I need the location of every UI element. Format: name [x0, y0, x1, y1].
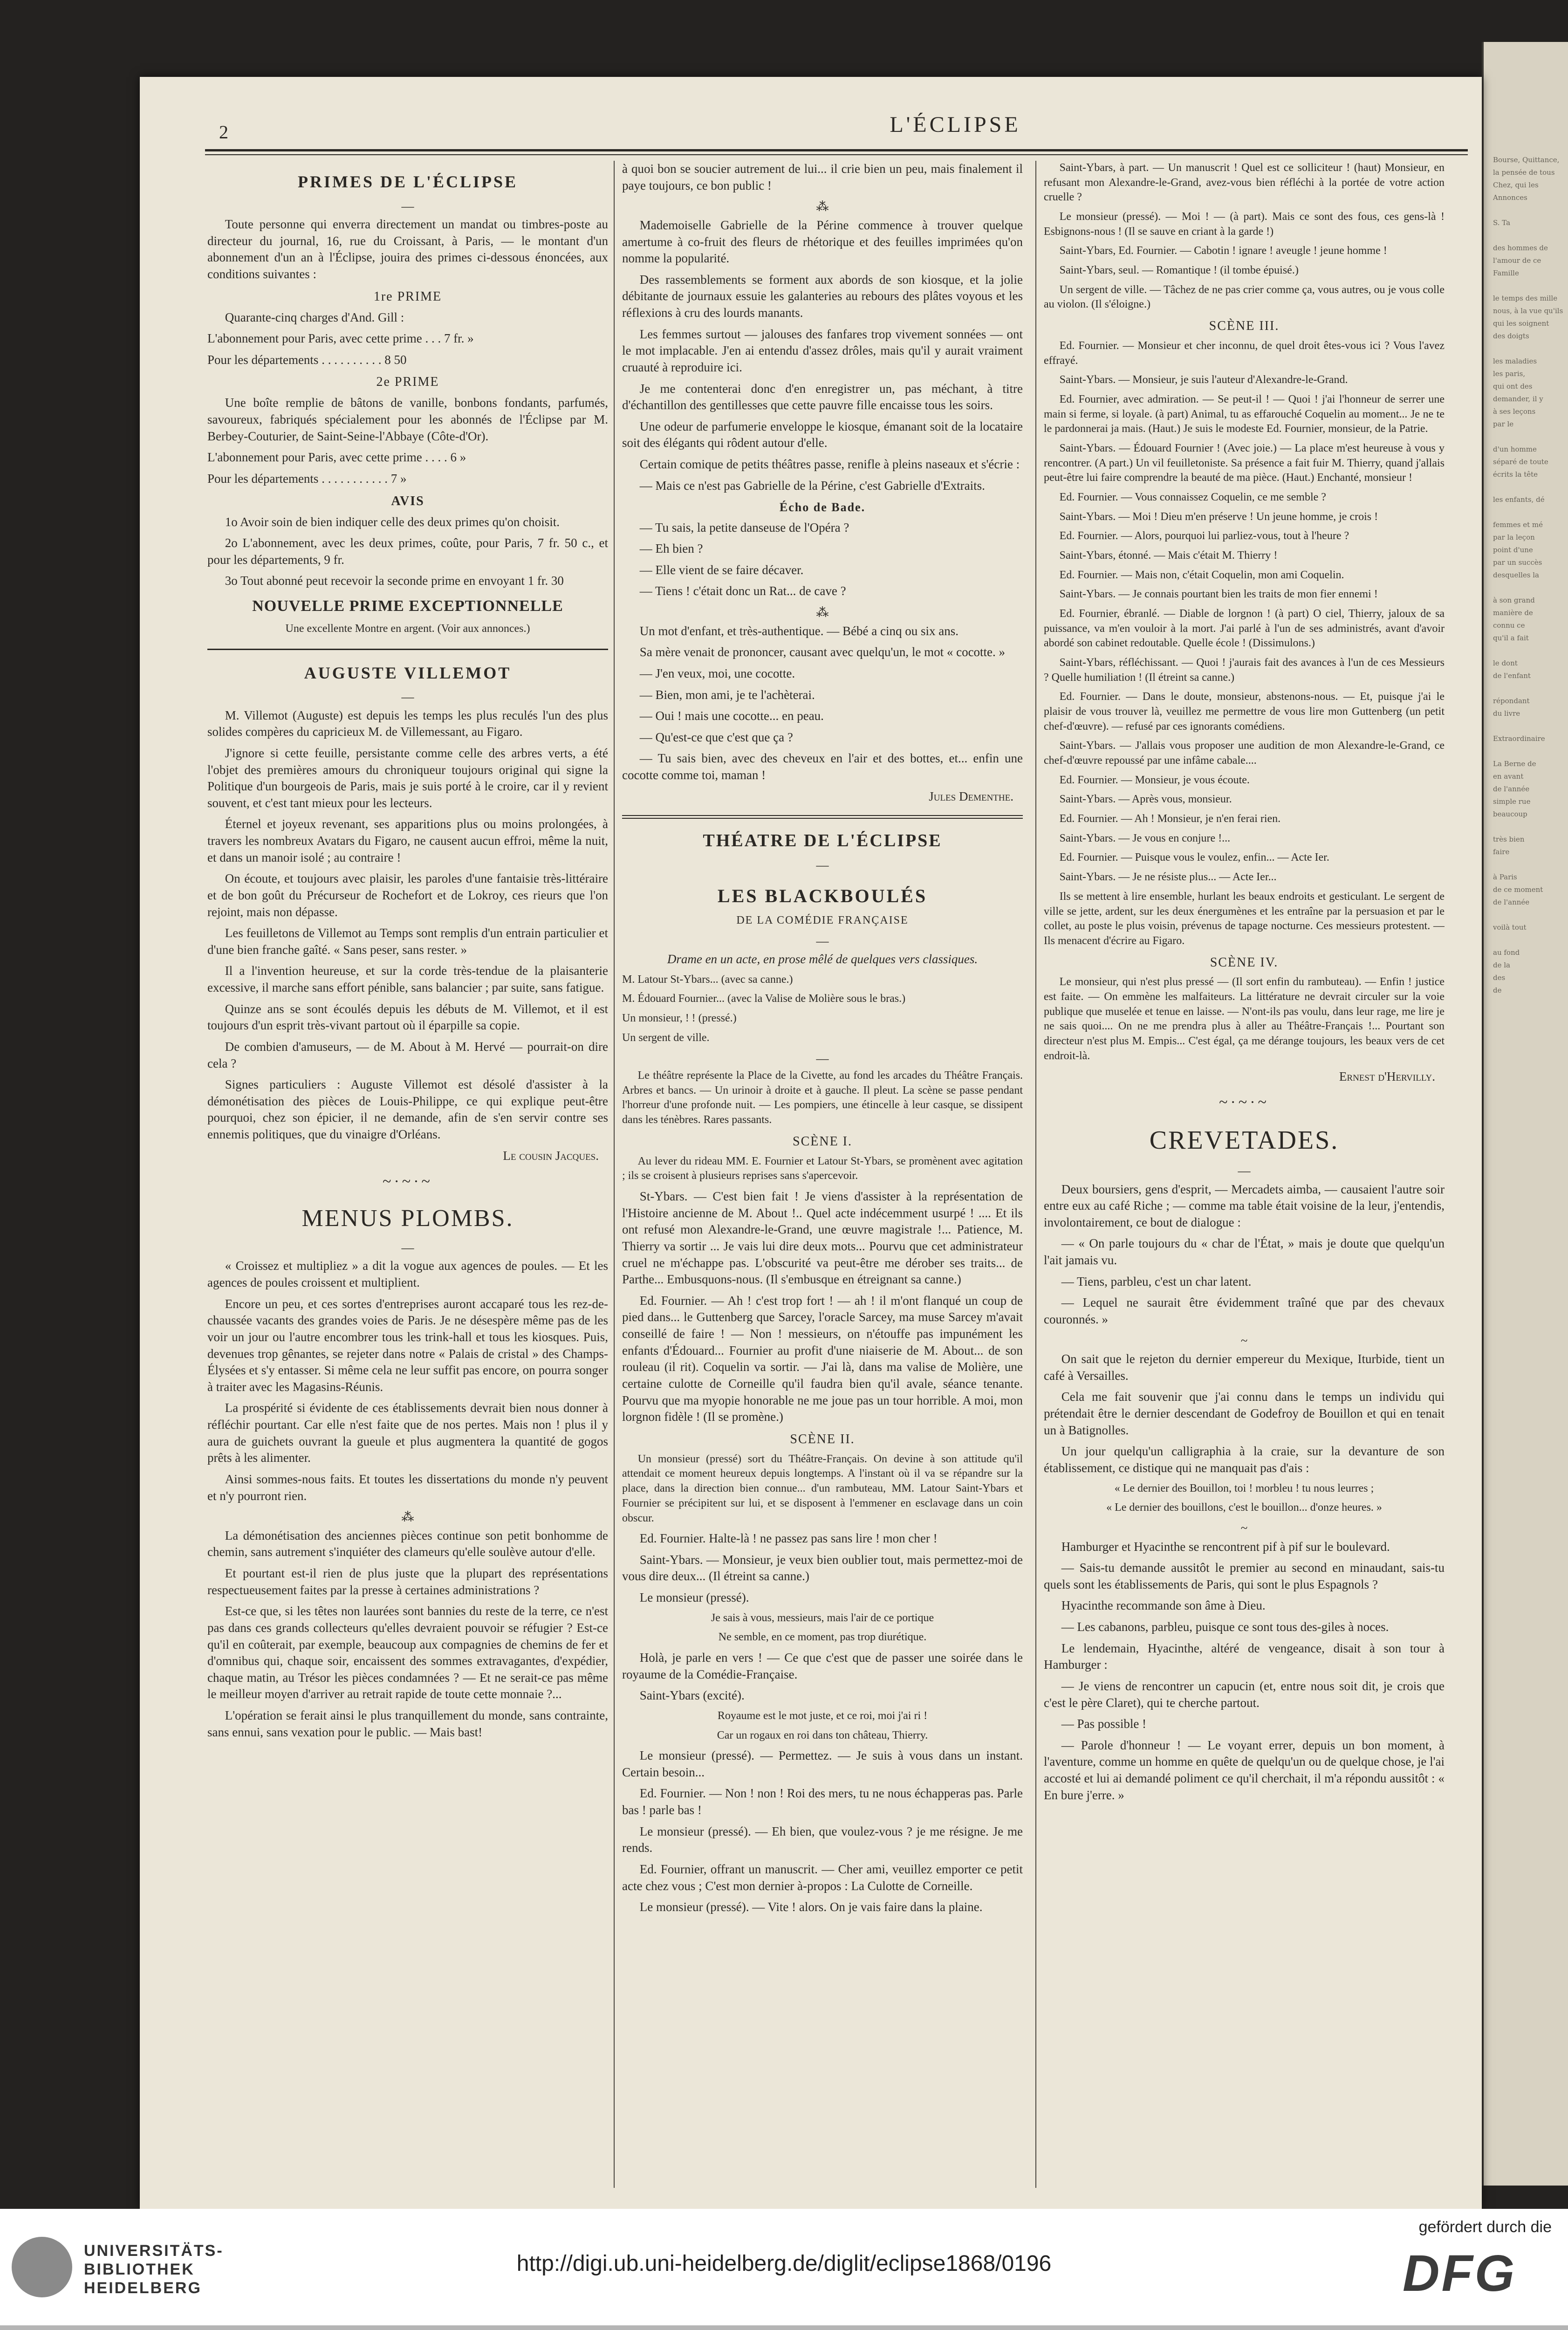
dialogue-line: — Elle vient de se faire décaver.: [639, 562, 804, 577]
dialogue-line: — Qu'est-ce que c'est que ça ?: [639, 730, 793, 744]
villemot-paragraph: Les feuilletons de Villemot au Temps sont remplis d'un entrain particulier et d'une bien franche gaîté. « Sans peser, sans rester. »: [207, 926, 608, 957]
dfg-logo[interactable]: DFG: [1403, 2245, 1517, 2302]
crevetades-paragraph: — Parole d'honneur ! — Le voyant errer, depuis un bon moment, à l'aventure, comme un homme en quête de quelqu'un ou de quelque chose, je l'ai accosté et lui ai demandé poliment ce qu'il cherchait, il m'a répondu aussitôt : « En bure j'erre. »: [1044, 1738, 1445, 1802]
play-text: Saint-Ybars, étonné. — Mais c'était M. Thierry !: [1059, 549, 1278, 562]
play-text: Saint-Ybars. — Après vous, monsieur.: [1059, 793, 1232, 806]
header-rule: [205, 149, 1468, 155]
cast-line: M. Latour St-Ybars... (avec sa canne.): [622, 973, 793, 986]
crevetades-paragraph: — Tiens, parbleu, c'est un char latent.: [1061, 1274, 1252, 1288]
verse-line: Ne semble, en ce moment, pas trop diurétique.: [718, 1631, 927, 1644]
viewer-footer: [0, 2209, 1568, 2330]
scene-heading: SCÈNE III.: [1209, 319, 1280, 334]
play-text: Ed. Fournier. — Vous connaissez Coquelin, ce me semble ?: [1059, 491, 1326, 504]
crevetades-paragraph: — Sais-tu demande aussitôt le premier au second en minaudant, sais-tu quels sont les établissements de Paris, qui sont le plus Espagnols ?: [1044, 1561, 1445, 1591]
villemot-paragraph: Signes particuliers : Auguste Villemot est désolé d'assister à la démonétisation des pièces de Louis-Philippe, ce qui explique peut-être pourquoi, chez son épicier, il ne demande, afin de s'en servir contre ses ennemis politiques, que du vinaigre d'Orléans.: [207, 1077, 608, 1142]
dialogue-line: — Tu sais bien, avec des cheveux en l'air et des bottes, et... enfin une cocotte comme toi, maman !: [622, 751, 1023, 782]
play-text: Holà, je parle en vers ! — Ce que c'est que de passer une soirée dans le royaume de la Comédie-Française.: [622, 1651, 1023, 1681]
text-paragraph: Des rassemblements se forment aux abords de son kiosque, et la jolie débitante de journaux essuie les galanteries au rebours des plâtes voyous et les réflexions à cru des lourds manants.: [622, 272, 1023, 320]
play-text: Ed. Fournier. — Non ! non ! Roi des mers, tu ne nous échapperas pas. Parle bas ! parle bas !: [622, 1786, 1023, 1817]
ornament: ~·~·~: [1219, 1094, 1269, 1111]
play-text: Saint-Ybars. — Moi ! Dieu m'en préserve ! Un jeune homme, je crois !: [1059, 510, 1378, 523]
avis-1: 1o Avoir soin de bien indiquer celle des deux primes qu'on choisit.: [225, 514, 560, 529]
section-rule: [622, 815, 1023, 819]
dialogue-line: — Bien, mon ami, je te l'achèterai.: [639, 687, 815, 702]
prime2-paris: L'abonnement pour Paris, avec cette prime . . . . 6 »: [207, 450, 466, 465]
avis-3: 3o Tout abonné peut recevoir la seconde prime en envoyant 1 fr. 30: [225, 574, 564, 588]
villemot-paragraph: M. Villemot (Auguste) est depuis les temps les plus reculés l'un des plus solides compères du capricieux M. de Villemessant, au Figaro.: [207, 708, 608, 739]
play-text: Saint-Ybars. — Monsieur, je suis l'auteur d'Alexandre-le-Grand.: [1059, 374, 1348, 386]
verse-line: Je sais à vous, messieurs, mais l'air de ce portique: [711, 1611, 934, 1624]
play-text: Ed. Fournier. — Monsieur et cher inconnu, de quel droit êtes-vous ici ? Vous l'avez effrayé.: [1044, 340, 1445, 367]
play-text: Ed. Fournier, ébranlé. — Diable de lorgnon ! (à part) O ciel, Thierry, jaloux de sa puissance, va m'en vouloir à la mort. J'ai parlé à l'un de ses administrés, avant d'avoir abordé son cabinet redoutable. Quelle école ! (Dissimulons.): [1044, 608, 1445, 650]
play-text: Ed. Fournier. — Monsieur, je vous écoute.: [1059, 774, 1250, 786]
villemot-signature: Le cousin Jacques.: [503, 1148, 599, 1163]
scene-heading: SCÈNE II.: [790, 1432, 855, 1446]
divider-dash: —: [816, 933, 829, 948]
footer-band: [0, 2325, 1568, 2330]
menus-paragraph: Encore un peu, et ces sortes d'entreprises auront accaparé tous les rez-de-chaussée vacants des grandes voies de Paris. Je ne désespère même pas de les voir un jour ou l'autre encombrer tous les trink-hall et tous les kiosques. Puis, devenues trop gênantes, se rejeter dans notre « Palais de cristal » des Champs-Élysées et s'y entasser. Si même cela ne leur suffit pas encore, on pourra songer à traiter avec les Magasins-Réunis.: [207, 1296, 608, 1394]
divider-dash: ⁂: [401, 1510, 414, 1524]
villemot-paragraph: De combien d'amuseurs, — de M. About à M. Hervé — pourrait-on dire cela ?: [207, 1039, 608, 1070]
piece-title: LES BLACKBOULÉS: [717, 885, 928, 907]
cast-line: Un sergent de ville.: [622, 1031, 710, 1044]
avis-2: 2o L'abonnement, avec les deux primes, coûte, pour Paris, 7 fr. 50 c., et pour les départements, 9 fr.: [207, 536, 608, 567]
play-text: Saint-Ybars. — Je connais pourtant bien les traits de mon fier ennemi !: [1059, 588, 1378, 601]
villemot-heading: AUGUSTE VILLEMOT: [304, 663, 512, 682]
play-text: Le monsieur (pressé). — Permettez. — Je suis à vous dans un instant. Certain besoin...: [622, 1748, 1023, 1779]
divider-dash: ~: [1240, 1521, 1248, 1535]
menus-paragraph: Ainsi sommes-nous faits. Et toutes les dissertations du monde n'y peuvent et n'y pourront rien.: [207, 1472, 608, 1503]
column-1: [207, 161, 608, 2188]
crevetades-heading: CREVETADES.: [1149, 1126, 1339, 1155]
dialogue-line: — Eh bien ?: [639, 541, 703, 556]
villemot-paragraph: J'ignore si cette feuille, persistante comme celle des arbres verts, a été l'objet des premières amours du chroniqueur toujours original qui signe la Politique d'un bourgeois de Paris, mais je suis porté à le croire, car il y revient souvent, et c'est tant mieux pour les lecteurs.: [207, 746, 608, 810]
signature: Ernest d'Hervilly.: [1339, 1069, 1435, 1083]
prime2-heading: 2e PRIME: [376, 375, 439, 390]
divider-dash: —: [401, 690, 414, 704]
verse-line: « Le dernier des Bouillon, toi ! morbleu ! tu nous leurres ;: [1114, 1482, 1374, 1494]
stage-directions: Ils se mettent à lire ensemble, hurlant les beaux endroits et gesticulant. Le sergent de ville se jette, ardent, sur les deux énergumènes et les entraîne par la persuasion et par le collet, au poste le plus voisin, prévenus de tapage nocturne. Ces messieurs protestent. — Ils menacent d'écrire au Figaro.: [1044, 890, 1445, 947]
play-text: Ed. Fournier. — Puisque vous le voulez, enfin... — Acte Ier.: [1059, 851, 1329, 864]
text-paragraph: Je me contenterai donc d'en enregistrer un, pas méchant, à titre d'échantillon des gentillesses que cette pauvre fille encaisse tous les soirs.: [622, 381, 1023, 412]
prime1-paris: L'abonnement pour Paris, avec cette prime . . . 7 fr. »: [207, 331, 474, 346]
scene-heading: SCÈNE IV.: [1210, 955, 1279, 970]
play-text: Le monsieur, qui n'est plus pressé — (Il sort enfin du rambuteau). — Enfin ! justice est faite. — On emmène les malfaiteurs. La littérature ne devrait circuler sur la voie publique que muselée et tenue en laisse. — N'ont-ils pas voulu, dans leur rage, me lire je ne sais quoi.... On ne me prendra plus à aller au Théâtre-Français !... Pourtant son directeur n'est plus M. Empis... C'est égal, ça me dérange toujours, les beaux vers de cet endroit-là.: [1044, 976, 1445, 1062]
piece-genre: Drame en un acte, en prose mêlé de quelques vers classiques.: [667, 952, 978, 966]
nouvelle-prime-desc: Une excellente Montre en argent. (Voir aux annonces.): [285, 622, 530, 635]
crevetades-paragraph: — Les cabanons, parbleu, puisque ce sont tous des-giles à noces.: [1061, 1620, 1389, 1634]
menus-paragraph: Et pourtant est-il rien de plus juste que la plupart des représentations respectueusement faites par la presse à certaines administrations ?: [207, 1566, 608, 1597]
play-text: Un monsieur (pressé) sort du Théâtre-Français. On devine à son attitude qu'il attendait ce moment heureux depuis longtemps. A l'instant où il va se répandre sur la place, dans la direction bien connue... d'un rambuteau, MM. Latour Saint-Ybars et Fournier se précipitent sur lui, et se disposent à l'emmener en esclavage dans un coin obscur.: [622, 1453, 1023, 1524]
divider-dash: —: [816, 1051, 829, 1065]
section-rule: [207, 649, 608, 650]
sponsor-label: gefördert durch die: [1418, 2218, 1552, 2236]
text-paragraph: Un mot d'enfant, et très-authentique. — Bébé a cinq ou six ans.: [639, 624, 959, 638]
divider-dash: —: [401, 1240, 414, 1254]
crevetades-paragraph: Un jour quelqu'un calligraphia à la craie, sur la devanture de son établissement, ce distique qui ne manquait pas d'ais :: [1044, 1444, 1445, 1475]
primes-intro: Toute personne qui enverra directement un mandat ou timbres-poste au directeur du journal, 16, rue du Croissant, à Paris, — le montant d'un abonnement d'un an à l'Éclipse, jouira des primes ci-dessous énoncées, aux conditions suivantes :: [207, 217, 608, 281]
play-text: Saint-Ybars. — Monsieur, je veux bien oublier tout, mais permettez-moi de vous dire deux... (Il étreint sa canne.): [622, 1552, 1023, 1583]
library-name-line: UNIVERSITÄTS-: [84, 2242, 224, 2260]
divider-dash: ~: [1240, 1333, 1248, 1348]
column-3: [1044, 161, 1445, 2188]
play-text: Le monsieur (pressé). — Eh bien, que voulez-vous ? je me résigne. Je me rends.: [622, 1824, 1023, 1855]
crevetades-paragraph: Deux boursiers, gens d'esprit, — Mercadets aimba, — causaient l'autre soir entre eux au café Riche ; — comme ma table était voisine de la leur, j'entendis, involontairement, ce bout de dialogue :: [1044, 1182, 1445, 1229]
play-text: Ed. Fournier. — Dans le doute, monsieur, abstenons-nous. — Et, puisque j'ai le plaisir de vous trouver là, veuillez me permettre de vous lire mon Guttenberg (un petit chef-d'œuvre). — refusé par ces ignorants comédiens.: [1044, 691, 1445, 733]
adjacent-page-edge: [1482, 42, 1568, 2186]
crevetades-paragraph: Hyacinthe recommande son âme à Dieu.: [1061, 1598, 1266, 1613]
prime2-departements: Pour les départements . . . . . . . . . . . 7 »: [207, 471, 407, 486]
text-paragraph: Une odeur de parfumerie enveloppe le kiosque, émanant soit de la locataire soit des élégants qui rôdent autour d'elle.: [622, 419, 1023, 450]
crevetades-paragraph: — Je viens de rencontrer un capucin (et, entre nous soit dit, je crois que c'est le père Claret), qui te cherche partout.: [1044, 1679, 1445, 1710]
prime1-heading: 1re PRIME: [373, 289, 442, 304]
villemot-paragraph: Quinze ans se sont écoulés depuis les débuts de M. Villemot, et il est toujours d'un esprit très-vivant partout où il éparpille sa copie.: [207, 1001, 608, 1033]
play-text: Le monsieur (pressé). — Vite ! alors. On je vais faire dans la plaine.: [639, 1900, 983, 1914]
villemot-paragraph: Il a l'invention heureuse, et sur la corde très-tendue de la plaisanterie excessive, il marche sans effort pénible, sans balancier ; par suite, sans fatigue.: [207, 964, 608, 995]
dialogue-line: — Oui ! mais une cocotte... en peau.: [639, 709, 824, 723]
cast-line: M. Édouard Fournier... (avec la Valise de Molière sous le bras.): [622, 993, 906, 1005]
signature: Jules Dementhe.: [929, 789, 1013, 803]
ornament: ~·~·~: [383, 1173, 433, 1191]
text-paragraph: Mademoiselle Gabrielle de la Périne commence à trouver quelque amertume à co-fruit des fleurs de rhétorique et des feuilles imprimées qu'on nomme la popularité.: [622, 218, 1023, 266]
play-text: Saint-Ybars, Ed. Fournier. — Cabotin ! ignare ! aveugle ! jeune homme !: [1059, 245, 1387, 257]
play-text: Saint-Ybars. — Édouard Fournier ! (Avec joie.) — La place m'est heureuse à vous y rencontrer. (A part.) Un vil feuilletoniste. Sa présence a fait fuir M. Thierry, quand j'allais peut-être lui faire comprendre la beauté de ma pièce. (Haut.) Enchanté, monsieur !: [1044, 442, 1445, 484]
play-text: Saint-Ybars, réfléchissant. — Quoi ! j'aurais fait des avances à l'un de ces Messieurs ? Quelle humiliation ! (Il étreint sa canne.): [1044, 657, 1445, 684]
library-name-line: HEIDELBERG: [84, 2279, 202, 2297]
play-text: Saint-Ybars. — Je vous en conjure !...: [1059, 832, 1231, 844]
play-text: Ed. Fournier. — Ah ! Monsieur, je n'en ferai rien.: [1059, 813, 1281, 825]
theatre-heading: THÉATRE DE L'ÉCLIPSE: [703, 831, 942, 851]
echo-heading: Écho de Bade.: [779, 500, 866, 514]
play-text: Saint-Ybars. — J'allais vous proposer une audition de mon Alexandre-le-Grand, ce chef-d'œuvre repoussé par une infâme cabale....: [1044, 740, 1445, 767]
menus-paragraph: La démonétisation des anciennes pièces continue son petit bonhomme de chemin, sans autrement s'inquiéter des clameurs qu'elle soulève autour d'elle.: [207, 1528, 608, 1559]
divider-dash: ⁂: [816, 199, 829, 214]
play-text: St-Ybars. — C'est bien fait ! Je viens d'assister à la représentation de l'Histoire ancienne de M. About !.. Quel acte indécemment usurpé ! .... Et ils ont refusé mon Alexandre-le-Grand, une œuvre magistrale !... Patience, M. Thierry va sortir ... Je vais lui dire deux mots... Pourvu que cet administrateur cruel ne m'échappe pas. L'obscurité va peut-être me dérober ses traits... de Parthe... Embusquons-nous. (Il s'embusque en étreignant sa canne.): [622, 1189, 1023, 1287]
divider-dash: —: [401, 199, 414, 213]
play-text: Ed. Fournier. — Alors, pourquoi lui parliez-vous, tout à l'heure ?: [1059, 530, 1349, 542]
menus-paragraph: Est-ce que, si les têtes non laurées sont bannies du reste de la terre, ce n'est pas dans ces grands collecteurs qu'elles devraient pouvoir se réfugier ? Est-ce qu'il en coûterait, par exemple, beaucoup aux compagnies de chemins de fer et d'omnibus qui, chaque soir, encaissent des sommes extravagantes, d'expédier, chaque matin, au Trésor les pièces condamnées ? — Et ne serait-ce pas même le meilleur moyen d'arriver au retrait rapide de toute cette monnaie ?...: [207, 1604, 608, 1701]
divider-dash: —: [1238, 1163, 1251, 1178]
text-paragraph: Les femmes surtout — jalouses des fanfares trop vivement sonnées — ont le mot implacable. J'en ai entendu d'assez drôles, mais qu'il y aurait vraiment cruauté à reproduire ici.: [622, 327, 1023, 374]
play-text: Au lever du rideau MM. E. Fournier et Latour St-Ybars, se promènent avec agitation ; ils se croisent à plusieurs reprises sans s'apercevoir.: [622, 1155, 1023, 1182]
crevetades-paragraph: Cela me fait souvenir que j'ai connu dans le temps un individu qui prétendait être le dernier descendant de Godefroy de Bouillon et qui en tenait un à Batignolles.: [1044, 1390, 1445, 1437]
villemot-paragraph: On écoute, et toujours avec plaisir, les paroles d'une fantaisie très-littéraire et de bon goût du Précurseur de Rochefort et de Lokroy, ces rieurs que l'on rejoint, mais non dépasse.: [207, 871, 608, 919]
dialogue-line: — J'en veux, moi, une cocotte.: [639, 666, 795, 680]
text-paragraph: Sa mère venait de prononcer, causant avec quelqu'un, le mot « cocotte. »: [639, 645, 1006, 659]
crevetades-paragraph: On sait que le rejeton du dernier empereur du Mexique, Iturbide, tient un café à Versailles.: [1044, 1352, 1445, 1383]
permalink-url[interactable]: http://digi.ub.uni-heidelberg.de/diglit/eclipse1868/0196: [516, 2251, 1052, 2276]
play-text: Saint-Ybars, seul. — Romantique ! (il tombe épuisé.): [1059, 264, 1299, 277]
piece-subtitle: DE LA COMÉDIE FRANÇAISE: [736, 914, 909, 926]
column-2: [622, 161, 1023, 2188]
play-text: Ed. Fournier, avec admiration. — Se peut-il ! — Quoi ! j'ai l'honneur de serrer une main si ferme, si loyale. (à part) Animal, tu as effarouché Coquelin au moment... Je ne te le pardonnerai ja mais. (Haut.) Je suis le modeste Ed. Fournier, monsieur, de la Patrie.: [1044, 393, 1445, 435]
dialogue-line: — Tu sais, la petite danseuse de l'Opéra ?: [639, 520, 849, 535]
nouvelle-prime-heading: NOUVELLE PRIME EXCEPTIONNELLE: [252, 597, 563, 615]
play-text: Ed. Fournier. — Mais non, c'était Coquelin, mon ami Coquelin.: [1059, 569, 1344, 581]
newspaper-page: [140, 77, 1482, 2209]
play-text: Saint-Ybars (excité).: [639, 1688, 745, 1703]
primes-heading: PRIMES DE L'ÉCLIPSE: [297, 172, 518, 191]
menus-paragraph: L'opération se ferait ainsi le plus tranquillement du monde, sans contrainte, sans ennui, sans vexation pour le public. — Mais bast!: [207, 1708, 608, 1739]
avis-heading: AVIS: [391, 493, 425, 508]
library-name-line: BIBLIOTHEK: [84, 2261, 195, 2278]
crevetades-paragraph: Hamburger et Hyacinthe se rencontrent pif à pif sur le boulevard.: [1061, 1539, 1390, 1554]
verse-line: Car un rogaux en roi dans ton château, Thierry.: [717, 1729, 928, 1741]
prime2-desc: Une boîte remplie de bâtons de vanille, bonbons fondants, parfumés, savoureux, fabriqués spécialement pour les abonnés de l'Éclipse par M. Berbey-Couturier, de Saint-Seine-l'Abbaye (Côte-d'Or).: [207, 396, 608, 443]
menus-paragraph: La prospérité si évidente de ces établissements devrait bien nous donner à réfléchir pourtant. Car elle n'est faite que de nos pertes. Mais non ! plus il y aura de guichets ouvrant la gueule et plus augmentera la quantité de gogos prêts à les alimenter.: [207, 1401, 608, 1465]
scene-heading: SCÈNE I.: [793, 1134, 852, 1149]
verse-line: « Le dernier des bouillons, c'est le bouillon... d'onze heures. »: [1106, 1501, 1382, 1514]
prime1-desc: Quarante-cinq charges d'And. Gill :: [225, 310, 404, 324]
prime1-departements: Pour les départements . . . . . . . . . . 8 50: [207, 352, 407, 367]
play-text: Un sergent de ville. — Tâchez de ne pas crier comme ça, vous autres, ou je vous colle au violon. (Il s'éloigne.): [1044, 283, 1445, 311]
text-paragraph: — Mais ce n'est pas Gabrielle de la Périne, c'est Gabrielle d'Extraits.: [639, 478, 985, 493]
menus-plombs-heading: MENUS PLOMBS.: [301, 1205, 514, 1232]
crevetades-paragraph: — Lequel ne saurait être évidemment traîné que par des chevaux couronnés. »: [1044, 1295, 1445, 1326]
adjacent-page-text: Bourse, Quittance, la pensée de tous Chez, qui les Annonces S. Ta des hommes de l'amour de ce Famille le temps des mille nous, à la vue qu'ils qui les soignent des doigts les maladies les paris, qui ont des demander, il y à ses leçons par le d'un homme séparé de toute écrits la tête les enfants, dé femmes et mé par la leçon point d'une par un succès desquelles la à son grand manière de connu ce qu'il a fait le dont de l'enfant répondant du livre Extraordinaire La Berne de en avant de l'année simple rue beaucoup très bien faire à Paris de ce moment de l'année voilà tout au fond de la des de: [1493, 156, 1563, 994]
stage-directions: Le théâtre représente la Place de la Civette, au fond les arcades du Théâtre Français. Arbres et bancs. — Un urinoir à droite et à gauche. Il pleut. La scène se passe pendant l'horreur d'une profonde nuit. — Les pompiers, une étincelle à leur casque, se dissipent dans les ténèbres. Rares passants.: [622, 1069, 1023, 1126]
play-text: Le monsieur (pressé). — Moi ! — (à part). Mais ce sont des fous, ces gens-là ! Esbignons-nous ! (Il se sauve en criant à la garde !): [1044, 211, 1445, 238]
play-text: Ed. Fournier. — Ah ! c'est trop fort ! — ah ! il m'ont flanqué un coup de pied dans... le Guttenberg que Sarcey, l'oracle Sarcey, ma muse Sarcey m'avait conseillé de faire ! — Non ! messieurs, on n'étouffe pas impunément les enfants d'Édouard... Fournier au profit d'une niaiserie de M. About... de son rouleau (il rit). Coquelin va sortir. — J'ai là, dans ma valise de Molière, une certaine culotte de Corneille qu'il faudra bien qu'il avale, séance tenante. Pourvu que ma myopie honorable ne me joue pas un tour horrible. A moi, mon lorgnon fidèle ! (Il se promène.): [622, 1293, 1023, 1424]
villemot-paragraph: Éternel et joyeux revenant, ses apparitions plus ou moins prolongées, à travers les nombreux Avatars du Figaro, ne causent aucun effroi, même la nuit, et dans un manoir isolé ; au contraire !: [207, 817, 608, 864]
play-text: Ed. Fournier. Halte-là ! ne passez pas sans lire ! mon cher !: [639, 1531, 938, 1546]
page-number: 2: [219, 122, 228, 143]
play-text: Saint-Ybars, à part. — Un manuscrit ! Quel est ce solliciteur ! (haut) Monsieur, en refusant mon Alexandre-le-Grand, avez-vous bien réfléchi à la portée de votre action cruelle ?: [1044, 162, 1445, 204]
crevetades-paragraph: — « On parle toujours du « char de l'État, » mais je doute que quelqu'un l'ait jamais vu.: [1044, 1236, 1445, 1268]
play-text: Ed. Fournier, offrant un manuscrit. — Cher ami, veuillez emporter ce petit acte chez vous ; C'est mon dernier à-propos : La Culotte de Corneille.: [622, 1862, 1023, 1893]
column-divider: [614, 161, 615, 2188]
menus-paragraph: « Croissez et multipliez » a dit la vogue aux agences de poules. — Et les agences de poules croissent et multiplient.: [207, 1259, 608, 1290]
play-text: Saint-Ybars. — Je ne résiste plus... — Acte Ier...: [1059, 871, 1277, 884]
crevetades-paragraph: — Pas possible !: [1061, 1717, 1147, 1731]
cast-line: Un monsieur, ! ! (pressé.): [622, 1012, 737, 1025]
divider-dash: ⁂: [816, 605, 829, 620]
divider-dash: —: [816, 858, 829, 872]
column-divider: [1035, 161, 1036, 2188]
masthead-title: L'ÉCLIPSE: [890, 112, 1021, 137]
text-paragraph: à quoi bon se soucier autrement de lui... il crie bien un peu, mais finalement il paye toujours, ce bon public !: [622, 162, 1023, 192]
dialogue-line: — Tiens ! c'était donc un Rat... de cave ?: [639, 584, 846, 598]
text-paragraph: Certain comique de petits théâtres passe, renifle à pleins naseaux et s'écrie :: [639, 457, 1020, 471]
play-text: Le monsieur (pressé).: [639, 1590, 749, 1605]
verse-line: Royaume est le mot juste, et ce roi, moi j'ai ri !: [717, 1709, 928, 1722]
crevetades-paragraph: Le lendemain, Hyacinthe, altéré de vengeance, disait à son tour à Hamburger :: [1044, 1641, 1445, 1672]
